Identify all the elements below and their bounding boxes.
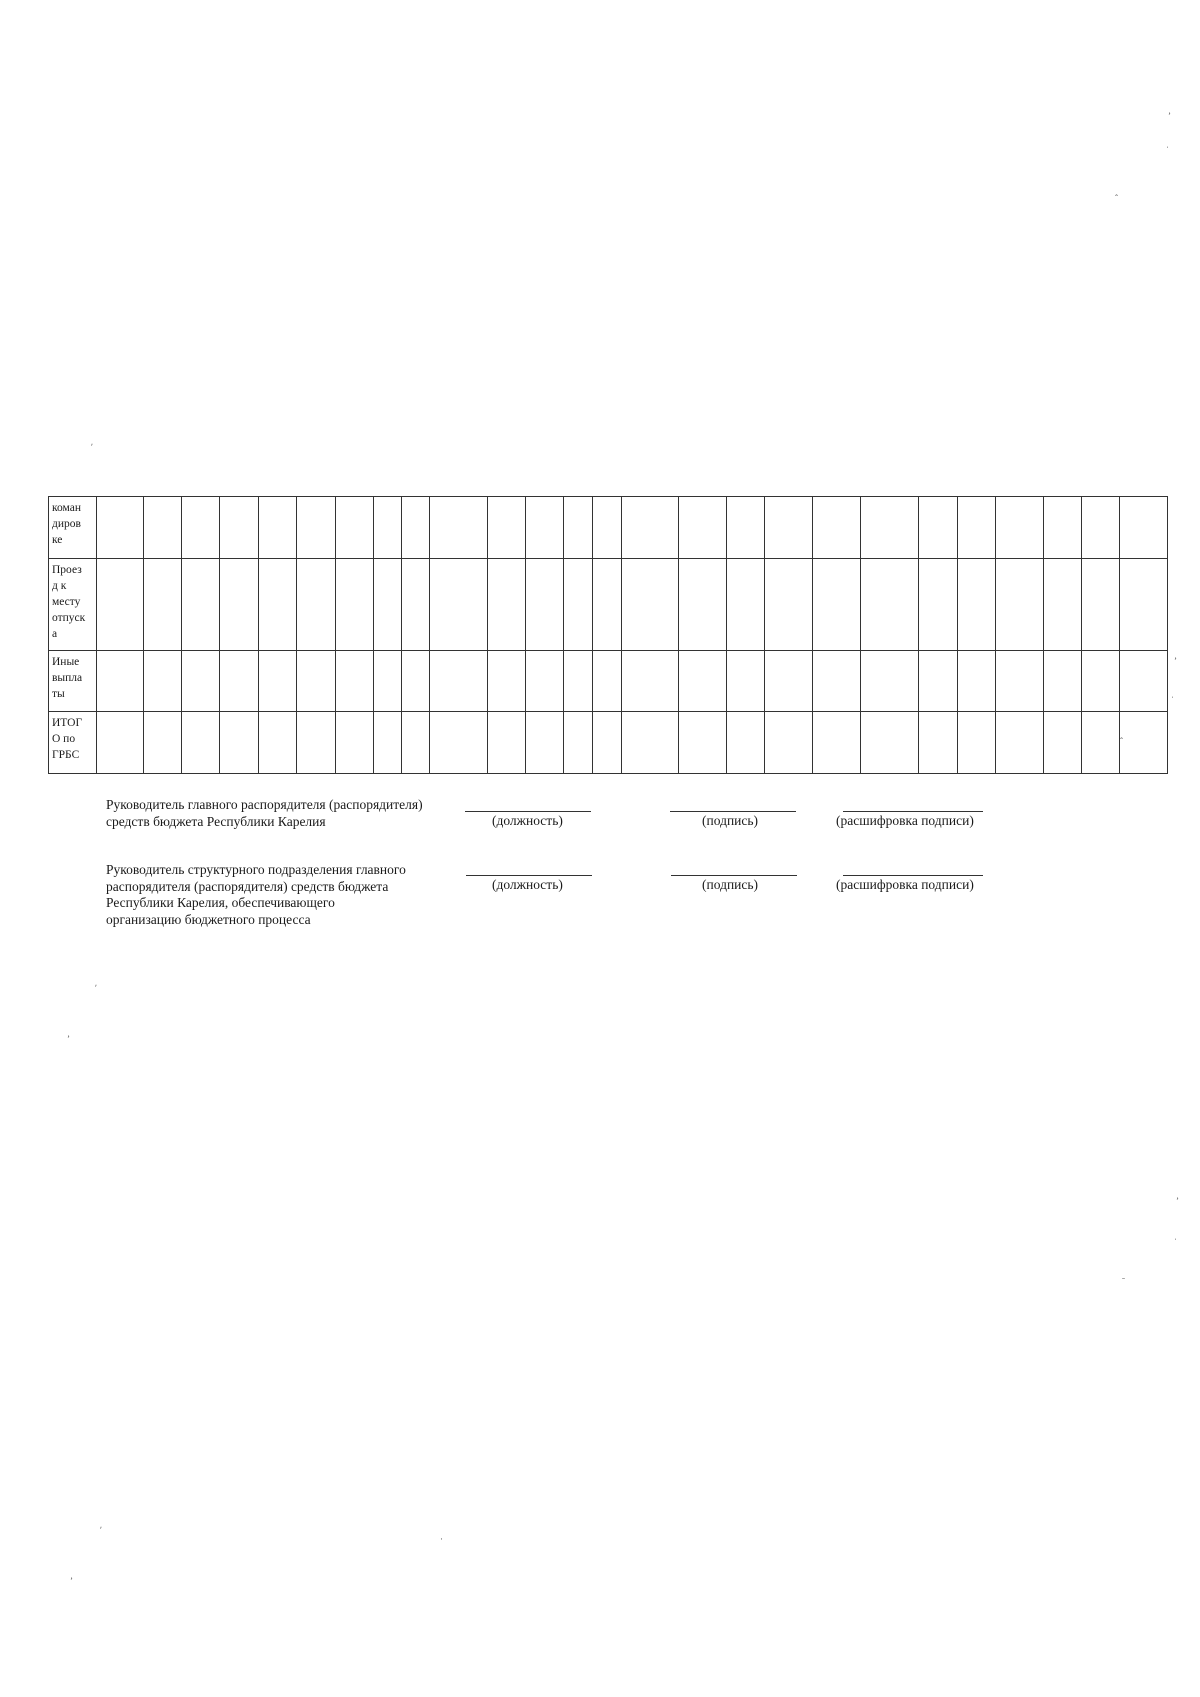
table-cell <box>1120 651 1168 712</box>
table-cell <box>336 559 374 651</box>
table-cell <box>220 497 259 559</box>
table-cell <box>297 559 336 651</box>
table-cell <box>593 497 622 559</box>
table-cell <box>526 651 564 712</box>
table-cell <box>402 559 430 651</box>
table-cell <box>97 559 144 651</box>
table-cell <box>430 651 488 712</box>
scan-speck: ʹ <box>91 442 93 452</box>
table-cell <box>679 651 727 712</box>
row-label: Проез д к месту отпуск а <box>49 559 97 651</box>
table-cell <box>593 651 622 712</box>
table-cell <box>259 497 297 559</box>
position-caption: (должность) <box>492 813 563 828</box>
table-cell <box>593 712 622 774</box>
table-cell <box>996 559 1044 651</box>
table-cell <box>220 712 259 774</box>
table-cell <box>727 651 765 712</box>
table-cell <box>813 712 861 774</box>
table-cell <box>182 712 220 774</box>
signature-line[interactable] <box>671 875 797 876</box>
table-cell <box>526 497 564 559</box>
table-cell <box>679 497 727 559</box>
table-cell <box>297 712 336 774</box>
table-cell <box>144 497 182 559</box>
table-cell <box>564 712 593 774</box>
scan-speck: ʼ <box>67 1034 70 1044</box>
decoding-caption: (расшифровка подписи) <box>836 813 974 828</box>
table-cell <box>813 559 861 651</box>
table-row-komandirovke <box>49 497 1168 559</box>
signature-caption: (подпись) <box>702 877 759 892</box>
scan-speck: ʹ <box>100 1525 102 1535</box>
table-cell <box>622 651 679 712</box>
scan-speck: ʼ <box>1176 1196 1179 1206</box>
table-cell <box>374 497 402 559</box>
table-cell <box>336 651 374 712</box>
table-cell <box>622 497 679 559</box>
table-cell <box>958 559 996 651</box>
decoding-caption: (расшифровка подписи) <box>836 877 974 892</box>
table-cell <box>1120 712 1168 774</box>
signature-caption: (подпись) <box>702 813 759 828</box>
table-cell <box>1044 559 1082 651</box>
table-cell <box>1082 559 1120 651</box>
table-cell <box>259 651 297 712</box>
table-cell <box>679 712 727 774</box>
table-cell <box>765 497 813 559</box>
table-cell <box>488 559 526 651</box>
table-cell <box>593 559 622 651</box>
position-line[interactable] <box>465 811 591 812</box>
table-cell <box>430 712 488 774</box>
position-line[interactable] <box>466 875 592 876</box>
table-cell <box>259 559 297 651</box>
table-cell <box>526 712 564 774</box>
table-cell <box>144 651 182 712</box>
table-cell <box>144 559 182 651</box>
table-cell <box>220 559 259 651</box>
table-cell <box>727 497 765 559</box>
table-cell <box>727 559 765 651</box>
row-label: ИТОГ О по ГРБС <box>49 712 97 774</box>
decoding-line[interactable] <box>843 811 983 812</box>
scan-speck: ʹ <box>95 983 97 993</box>
table-cell <box>622 712 679 774</box>
signature-title-head: Руководитель главного распорядителя (распорядителя) средств бюджета Республики Карелия <box>106 797 423 829</box>
table-cell <box>958 497 996 559</box>
table-cell <box>430 497 488 559</box>
scan-speck: · <box>440 1534 443 1544</box>
table-cell <box>402 651 430 712</box>
table-cell <box>488 651 526 712</box>
table-cell <box>1082 651 1120 712</box>
table-cell <box>1082 497 1120 559</box>
table-cell <box>813 651 861 712</box>
table-cell <box>1082 712 1120 774</box>
table-cell <box>919 497 958 559</box>
scan-speck: ˆ <box>1120 736 1123 746</box>
table-cell <box>958 712 996 774</box>
table-cell <box>97 651 144 712</box>
table-cell <box>996 651 1044 712</box>
table-row-itogo <box>49 712 1168 774</box>
table-row-proezd <box>49 559 1168 651</box>
signature-title-subdivision: Руководитель структурного подразделения главного распорядителя (распорядителя) средств бюджета Республики Карелия, обеспечивающего организацию бюджетного процесса <box>106 862 406 927</box>
table-cell <box>765 559 813 651</box>
table-cell <box>402 497 430 559</box>
table-cell <box>402 712 430 774</box>
table-cell <box>336 712 374 774</box>
table-cell <box>488 497 526 559</box>
position-caption: (должность) <box>492 877 563 892</box>
scan-speck: ˌ <box>1171 688 1174 698</box>
row-label: Иные выпла ты <box>49 651 97 712</box>
table-cell <box>919 651 958 712</box>
scan-speck: ʼ <box>1174 656 1177 666</box>
table-cell <box>765 651 813 712</box>
table-cell <box>1044 497 1082 559</box>
table-cell <box>144 712 182 774</box>
scan-speck: ʼ <box>70 1576 73 1586</box>
table-cell <box>958 651 996 712</box>
table-cell <box>861 712 919 774</box>
scan-speck: ˆ <box>1115 193 1118 203</box>
table-cell <box>1044 651 1082 712</box>
table-cell <box>564 497 593 559</box>
table-cell <box>996 497 1044 559</box>
table-cell <box>526 559 564 651</box>
scan-speck: ˉ <box>1122 1276 1125 1286</box>
table-cell <box>861 559 919 651</box>
table-cell <box>374 559 402 651</box>
table-cell <box>1120 497 1168 559</box>
table-cell <box>220 651 259 712</box>
table-cell <box>336 497 374 559</box>
table-cell <box>182 559 220 651</box>
table-cell <box>564 559 593 651</box>
scan-speck: ˈ <box>1166 145 1169 155</box>
table-cell <box>919 559 958 651</box>
table-cell <box>259 712 297 774</box>
table-cell <box>564 651 593 712</box>
table-cell <box>182 497 220 559</box>
table-cell <box>430 559 488 651</box>
table-cell <box>813 497 861 559</box>
table-cell <box>679 559 727 651</box>
table-cell <box>996 712 1044 774</box>
table-cell <box>374 712 402 774</box>
table-cell <box>727 712 765 774</box>
scan-speck: ʼ <box>1168 111 1171 121</box>
row-label: коман диров ке <box>49 497 97 559</box>
table-cell <box>919 712 958 774</box>
table-cell <box>1120 559 1168 651</box>
table-cell <box>297 651 336 712</box>
table-cell <box>1044 712 1082 774</box>
table-cell <box>297 497 336 559</box>
table-cell <box>861 497 919 559</box>
table-cell <box>488 712 526 774</box>
table-cell <box>97 712 144 774</box>
budget-table <box>48 496 1168 774</box>
table-cell <box>374 651 402 712</box>
decoding-line[interactable] <box>843 875 983 876</box>
table-cell <box>182 651 220 712</box>
table-row-inye-vyplaty <box>49 651 1168 712</box>
table-cell <box>765 712 813 774</box>
table-cell <box>97 497 144 559</box>
table-cell <box>622 559 679 651</box>
signature-line[interactable] <box>670 811 796 812</box>
table-cell <box>861 651 919 712</box>
scan-speck: ˌ <box>1174 1230 1177 1240</box>
